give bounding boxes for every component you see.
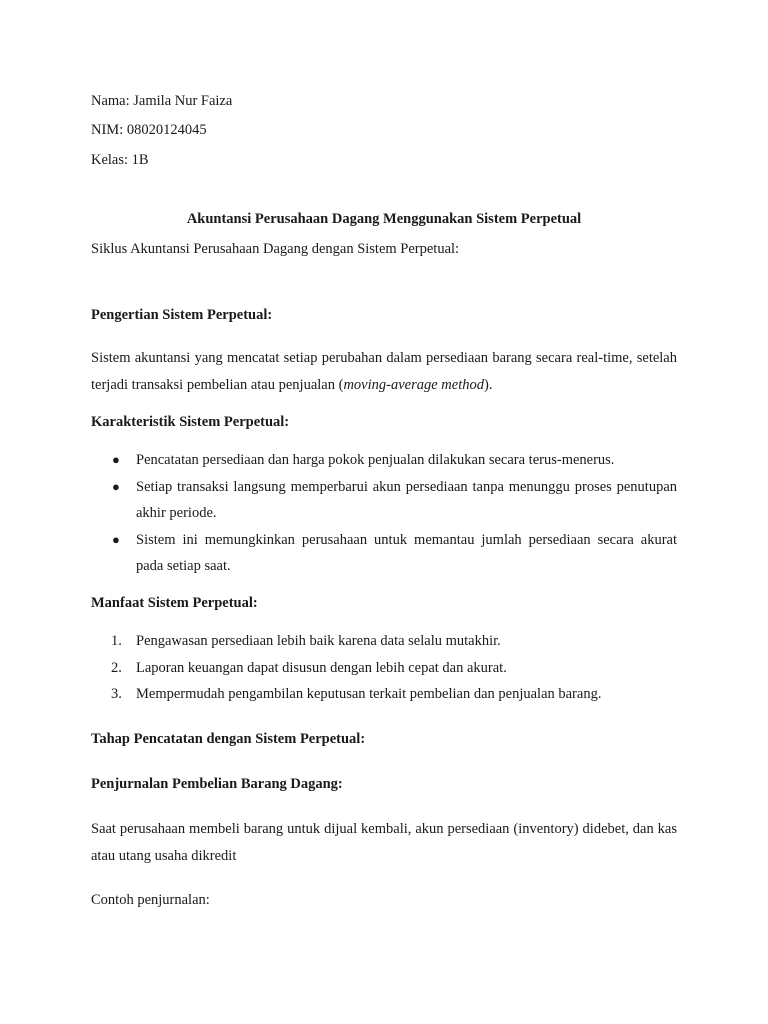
intro-text: Siklus Akuntansi Perusahaan Dagang dengan Sistem Perpetual: <box>91 241 460 257</box>
list-item <box>91 474 677 527</box>
list-item-text: Pencatatan persediaan dan harga pokok penjualan dilakukan secara terus-menerus. <box>136 452 615 468</box>
pengertian-paragraph <box>91 345 677 398</box>
penjurnalan-paragraph: Saat perusahaan membeli barang untuk dijual kembali, akun persediaan (inventory) didebet, dan kas atau utang usaha dikredit <box>91 821 677 864</box>
list-item <box>91 681 677 708</box>
manfaat-list <box>91 628 677 708</box>
karakteristik-heading: Karakteristik Sistem Perpetual: <box>91 414 290 430</box>
manfaat-heading: Manfaat Sistem Perpetual: <box>91 595 258 611</box>
bullet-icon: ● <box>112 452 120 467</box>
bullet-icon: ● <box>112 478 120 494</box>
penjurnalan-heading: Penjurnalan Pembelian Barang Dagang: <box>91 776 343 792</box>
student-name: Nama: Jamila Nur Faiza <box>91 93 233 109</box>
student-nim: NIM: 08020124045 <box>91 122 207 138</box>
pengertian-text-after: ). <box>483 376 493 393</box>
student-class: Kelas: 1B <box>91 152 149 168</box>
list-number: 2. <box>111 659 122 676</box>
list-item-text: Sistem ini memungkinkan perusahaan untuk memantau jumlah persediaan secara akurat pada setiap saat. <box>136 531 677 574</box>
list-item <box>91 655 677 682</box>
bullet-icon: ● <box>112 531 120 547</box>
list-item-text: Pengawasan persediaan lebih baik karena data selalu mutakhir. <box>136 633 501 649</box>
list-item-text: Mempermudah pengambilan keputusan terkait pembelian dan penjualan barang. <box>136 686 602 702</box>
pengertian-text-before: Sistem akuntansi yang mencatat setiap perubahan dalam persediaan barang secara real-time, setelah terjadi transaksi pembelian atau penjualan ( <box>91 350 677 393</box>
document-page <box>91 0 677 1024</box>
pengertian-text-italic: moving-average method <box>343 376 484 393</box>
list-item-text: Laporan keuangan dapat disusun dengan lebih cepat dan akurat. <box>136 659 507 676</box>
karakteristik-list <box>91 447 677 580</box>
list-item <box>91 628 677 655</box>
contoh-label: Contoh penjurnalan: <box>91 892 210 908</box>
list-item <box>91 527 677 580</box>
list-number: 3. <box>111 686 122 702</box>
list-number: 1. <box>111 633 122 649</box>
tahap-heading: Tahap Pencatatan dengan Sistem Perpetual: <box>91 731 366 747</box>
document-title: Akuntansi Perusahaan Dagang Menggunakan Sistem Perpetual <box>186 211 582 227</box>
list-item-text: Setiap transaksi langsung memperbarui akun persediaan tanpa menunggu proses penutupan akhir periode. <box>136 478 677 521</box>
list-item <box>91 447 677 474</box>
pengertian-heading: Pengertian Sistem Perpetual: <box>91 307 273 323</box>
